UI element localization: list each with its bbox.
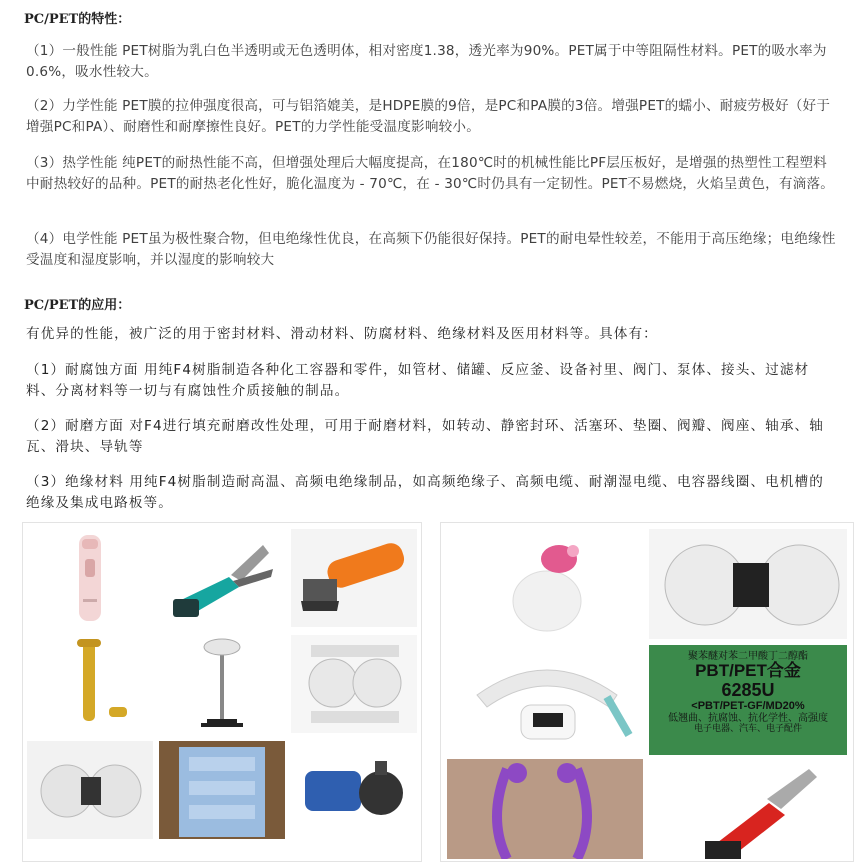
shearing-clipper-image bbox=[291, 529, 417, 627]
applications-intro: 有优异的性能，被广泛的用于密封材料、滑动材料、防腐材料、绝缘材料及医用材料等。具体有： bbox=[26, 326, 658, 342]
property-general: （1）一般性能 PET树脂为乳白色半透明或无色透明体，相对密度1.38，透光率为90%。PET属于中等阻隔性材料。PET的吸水率为0.6%，吸水性较大。 bbox=[26, 43, 827, 80]
properties-title: PC/PET的特性： bbox=[24, 12, 131, 27]
label-line-6: 电子电器、汽车、电子配件 bbox=[693, 722, 802, 733]
purple-clamp-image bbox=[447, 759, 643, 859]
magnetic-pump-image bbox=[291, 741, 417, 839]
mist-sprayer-image bbox=[27, 529, 153, 627]
applications-title: PC/PET的应用： bbox=[24, 298, 131, 313]
product-gallery-right bbox=[440, 522, 854, 862]
electric-pruner-image bbox=[159, 529, 285, 627]
neck-massager-image bbox=[447, 645, 643, 755]
application-wear: （2）耐磨方面 对F4进行填充耐磨改性处理，可用于耐磨材料，如转动、静密封环、活塞环、垫圈、阀瓣、阀座、轴承、轴瓦、滑块、导轨等 bbox=[26, 418, 824, 455]
label-line-1: 聚苯醚对苯二甲酸丁二醇酯 bbox=[688, 651, 808, 662]
property-mechanical: （2）力学性能 PET膜的拉伸强度很高，可与铝箔媲美，是HDPE膜的9倍，是PC和PA膜的3倍。增强PET的蠕小、耐疲劳极好（好于增强PC和PA）、耐磨性和耐摩擦性良好。PET的力学性能受温度影响较小。 bbox=[26, 98, 831, 135]
label-line-5: 低翘曲、抗腐蚀、抗化学性、高强度 bbox=[668, 712, 828, 724]
gold-massage-roller-image bbox=[27, 635, 153, 733]
product-gallery-left bbox=[22, 522, 422, 862]
label-line-4: <PBT/PET-GF/MD20% bbox=[691, 700, 805, 713]
diaphragm-pump-white-image bbox=[291, 635, 417, 733]
property-thermal: （3）热学性能 纯PET的耐热性能不高，但增强处理后大幅度提高，在180℃时的机械性能比PF层压板好，是增强的热塑性工程塑料中耐热较好的品种。PET的耐热老化性好，脆化温度为 - 70℃，在 - 30℃时仍具有一定韧性。PET不易燃烧，火焰呈黄色，有滴落。 bbox=[26, 155, 835, 192]
label-line-2: PBT/PET合金 bbox=[695, 661, 801, 680]
property-electrical: （4）电学性能 PET虽为极性聚合物，但电绝缘性优良，在高频下仍能很好保持。PET的耐电晕性较差，不能用于高压绝缘；电绝缘性受温度和湿度影响，并以湿度的影响较大 bbox=[26, 231, 836, 268]
application-corrosion: （1）耐腐蚀方面 用纯F4树脂制造各种化工容器和零件，如管材、储罐、反应釜、设备衬里、阀门、泵体、接头、过滤材料、分离材料等一切与有腐蚀性介质接触的制品。 bbox=[26, 362, 810, 399]
facial-steamer-image bbox=[447, 529, 643, 639]
red-pruner-image bbox=[649, 759, 847, 859]
diaphragm-pump-large-image bbox=[649, 529, 847, 639]
plastic-tank-image bbox=[159, 741, 285, 839]
facial-steamer-stand-image bbox=[159, 635, 285, 733]
diaphragm-pump-black-image bbox=[27, 741, 153, 839]
label-line-3: 6285U bbox=[721, 679, 775, 700]
pbt-pet-alloy-label-image bbox=[649, 645, 847, 755]
application-insulation: （3）绝缘材料 用纯F4树脂制造耐高温、高频电绝缘制品，如高频绝缘子、高频电缆、耐潮湿电缆、电容器线圈、电机槽的绝缘及集成电路板等。 bbox=[26, 474, 824, 511]
